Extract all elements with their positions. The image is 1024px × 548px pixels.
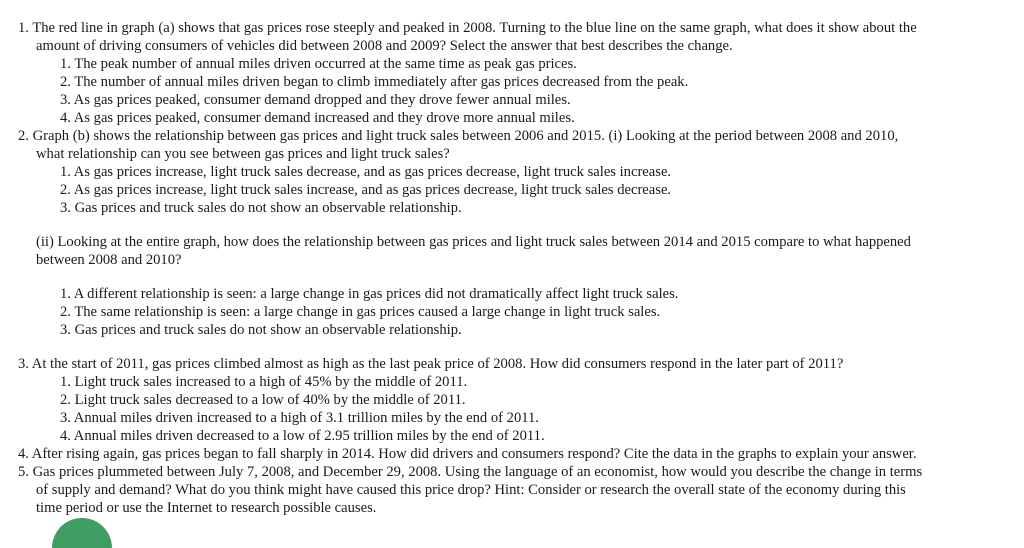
- decorative-circle-fragment: [52, 518, 112, 548]
- q3-option-4: 4. Annual miles driven decreased to a low of 2.95 trillion miles by the end of 2011.: [60, 428, 545, 444]
- q2-i-option-2: 2. As gas prices increase, light truck sales increase, and as gas prices decrease, light truck sales decrease.: [60, 182, 672, 198]
- q3-option-2: 2. Light truck sales decreased to a low of 40% by the middle of 2011.: [60, 392, 466, 408]
- q3-option-3: 3. Annual miles driven increased to a high of 3.1 trillion miles by the end of 2011.: [60, 410, 539, 426]
- q1-line2: amount of driving consumers of vehicles did between 2008 and 2009? Select the answer that best describes the change.: [36, 38, 733, 54]
- q2-line2: what relationship can you see between gas prices and light truck sales?: [36, 146, 450, 162]
- q1-option-3: 3. As gas prices peaked, consumer demand dropped and they drove fewer annual miles.: [60, 92, 571, 108]
- q5-line3: time period or use the Internet to research possible causes.: [36, 500, 377, 516]
- q1-option-2: 2. The number of annual miles driven began to climb immediately after gas prices decreased from the peak.: [60, 74, 689, 90]
- q2-ii-line2: between 2008 and 2010?: [36, 252, 182, 268]
- q4-line1: 4. After rising again, gas prices began to fall sharply in 2014. How did drivers and consumers respond? Cite the data in the graphs to explain your answer.: [18, 446, 917, 462]
- q1-option-1: 1. The peak number of annual miles driven occurred at the same time as peak gas prices.: [60, 56, 577, 72]
- q2-ii-option-3: 3. Gas prices and truck sales do not show an observable relationship.: [60, 322, 462, 338]
- q2-i-option-3: 3. Gas prices and truck sales do not show an observable relationship.: [60, 200, 462, 216]
- q3-option-1: 1. Light truck sales increased to a high of 45% by the middle of 2011.: [60, 374, 468, 390]
- q3-line1: 3. At the start of 2011, gas prices climbed almost as high as the last peak price of 2008. How did consumers respond in the later part of 2011?: [18, 356, 844, 372]
- q2-i-option-1: 1. As gas prices increase, light truck sales decrease, and as gas prices decrease, light truck sales increase.: [60, 164, 672, 180]
- q5-line1: 5. Gas prices plummeted between July 7, 2008, and December 29, 2008. Using the language of an economist, how would you describe the change in terms: [18, 464, 923, 480]
- q1-line1: 1. The red line in graph (a) shows that gas prices rose steeply and peaked in 2008. Turning to the blue line on the same graph, what does it show about the: [18, 20, 917, 36]
- q1-option-4: 4. As gas prices peaked, consumer demand increased and they drove more annual miles.: [60, 110, 575, 126]
- q2-line1: 2. Graph (b) shows the relationship between gas prices and light truck sales between 2006 and 2015. (i) Looking at the period between 2008 and 2010,: [18, 128, 899, 144]
- q2-ii-line1: (ii) Looking at the entire graph, how does the relationship between gas prices and light truck sales between 2014 and 2015 compare to what happened: [36, 234, 911, 250]
- q5-line2: of supply and demand? What do you think might have caused this price drop? Hint: Consider or research the overall state of the economy during this: [36, 482, 906, 498]
- q2-ii-option-2: 2. The same relationship is seen: a large change in gas prices caused a large change in light truck sales.: [60, 304, 661, 320]
- q2-ii-option-1: 1. A different relationship is seen: a large change in gas prices did not dramatically affect light truck sales.: [60, 286, 679, 302]
